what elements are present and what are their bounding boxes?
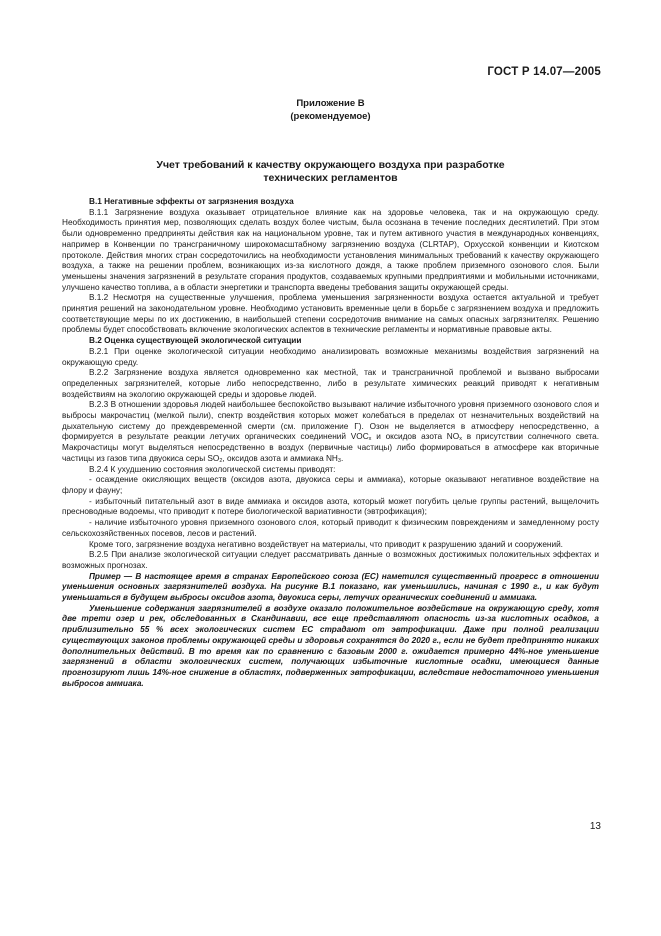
appendix-subtitle: (рекомендуемое) bbox=[290, 111, 371, 122]
list-item-ozone: - наличие избыточного уровня приземного озонового слоя, который приводит к физическим повреждениям и замедленному росту сельскохозяйственных посевов, лесов и растений. bbox=[62, 518, 599, 538]
appendix-title: Приложение В bbox=[296, 98, 365, 109]
paragraph-b1-1: В.1.1 Загрязнение воздуха оказывает отрицательное влияние как на здоровье человека, так и на окружающую среду. Необходимость принятия мер, позволяющих сделать воздух более чистым, была осознана в течение последних десятилетий. При этом были одновременно предприняты действия как на национальном уровне, так и путем активного участия в международных конвенциях, например в Конвенции по трансграничному широкомасштабному загрязнению воздуха (CLRTAP), Орхусской конвенции и Киотском протоколе. Действия многих стран сосредоточились на необходимости установления минимальных требований к качеству окружающего воздуха, а также на решении проблем, возникающих из-за кислотного дождя, а также проблем приземного озонового слоя. Были уменьшены значения загрязнений в результате сгорания продуктов, создаваемых крупными предприятиями и мобильными источниками, улучшено качество топлива, а в области энергетики и транспорта введены требования защиты окружающей среды. bbox=[62, 207, 599, 292]
paragraph-b1-2: В.1.2 Несмотря на существенные улучшения, проблема уменьшения загрязненности воздуха остается актуальной и требует принятия решений на законодательном уровне. Необходимо установить временные цели в борьбе с загрязнением воздуха и предложить соответствующие меры по их достижению, в наибольшей степени сосредоточив внимание на самых опасных загрязнителях. Решению проблемы будет способствовать включение экологических аспектов в технические регламенты и нормативные правовые акты. bbox=[62, 293, 599, 335]
page-title bbox=[0, 159, 661, 185]
page-title-line-1: Учет требований к качеству окружающего воздуха при разработке bbox=[156, 159, 505, 171]
paragraph-materials: Кроме того, загрязнение воздуха негативно воздействует на материалы, что приводит к разрушению зданий и сооружений. bbox=[89, 539, 563, 549]
paragraph-b2-3 bbox=[62, 400, 599, 464]
standard-code: ГОСТ Р 14.07—2005 bbox=[487, 66, 601, 78]
text-segment: . bbox=[340, 453, 344, 463]
page-number: 13 bbox=[589, 821, 601, 832]
document-body bbox=[62, 197, 599, 689]
subscript: 2 bbox=[219, 457, 223, 464]
paragraph-b2-4: В.2.4 К ухудшению состояния экологической системы приводят: bbox=[89, 464, 336, 474]
text-segment: , оксидов азота и аммиака NH bbox=[222, 453, 338, 463]
page-title-line-2: технических регламентов bbox=[263, 172, 398, 184]
subscript: 3 bbox=[337, 457, 341, 464]
subscript: x bbox=[459, 436, 462, 443]
section-heading-b2: В.2 Оценка существующей экологической ситуации bbox=[89, 336, 302, 346]
section-heading-b1: В.1 Негативные эффекты от загрязнения воздуха bbox=[89, 197, 294, 206]
text-segment: и оксидов азота NO bbox=[371, 432, 460, 442]
text-segment: В.2.3 В отношении здоровья людей наибольшее беспокойство вызывают наличие избыточного уровня приземного озонового слоя и выбросы макрочастиц (мелкой пыли), спектр воздействия которых может колебаться в пределах от незначительных воздействий на дыхательную систему до преждевременной смерти (см. приложение Г). Озон не выделяется в атмосферу непосредственно, а формируется в результате реакции летучих органических соединений VOC bbox=[62, 400, 599, 442]
text-segment: в присутствии солнечного света. Макрочастицы могут выделяться непосредственно в воздух (первичные частицы) либо формироваться в атмосфере как вторичные частицы из газов типа двуокиса серы SO bbox=[62, 432, 599, 463]
example-paragraph-1: Пример — В настоящее время в странах Европейского союза (ЕС) наметился существенный прогресс в отношении уменьшения основных загрязнителей воздуха. На рисунке В.1 показано, как уменьшились, начиная с 1990 г., и как будут уменьшаться в будущем выбросы оксидов азота, двуокиса серы, летучих органических соединений и аммиака. bbox=[62, 571, 599, 603]
subscript: x bbox=[368, 436, 372, 443]
paragraph-b2-2: В.2.2 Загрязнение воздуха является одновременно как местной, так и трансграничной проблемой и вызвано выбросами определенных загрязнителей, которые либо непосредственно, либо в результате химических реакций приводят к негативным воздействиям на экологию окружающей среды и здоровье людей. bbox=[62, 368, 599, 399]
paragraph-b2-1: В.2.1 При оценке экологической ситуации необходимо анализировать возможные механизмы воздействия загрязнений на окружающую среду. bbox=[62, 346, 599, 367]
example-paragraph-2: Уменьшение содержания загрязнителей в воздухе оказало положительное воздействие на окружающую среду, хотя две трети озер и рек, обследованных в Скандинавии, все еще представляют опасность из-за кислотных осадков, а приблизительно 55 % всех экологических систем ЕС страдают от эвтрофикации. Даже при полной реализации существующих законов проблемы окружающей среды и здоровья сохранятся до 2020 г., если не будет предпринято никаких дополнительных действий. В то время как по сравнению с базовым 2000 г. ожидается примерно 44%-ное уменьшение загрязнений в области экологических систем, получающих избыточные кислотные осадки, имеющиеся данные прогнозируют лишь 14%-ное снижение в областях, подверженных эвтрофикации, вследствие недостаточного уменьшения выбросов аммиака. bbox=[62, 603, 599, 688]
paragraph-b2-5: В.2.5 При анализе экологической ситуации следует рассматривать данные о возможных достижимых положительных эффектах и возможных прогнозах. bbox=[62, 550, 599, 570]
list-item-nitrogen: - избыточный питательный азот в виде аммиака и оксидов азота, который может погубить целые группы растений, выщелочить пресноводные водоемы, что приводит к потере биологической вариативности (эвтрофикация); bbox=[62, 496, 599, 517]
appendix-heading bbox=[0, 97, 661, 123]
list-item-deposition: - осаждение окисляющих веществ (оксидов азота, двуокиса серы и аммиака), которые оказывают негативное воздействие на флору и фауну; bbox=[62, 475, 599, 495]
